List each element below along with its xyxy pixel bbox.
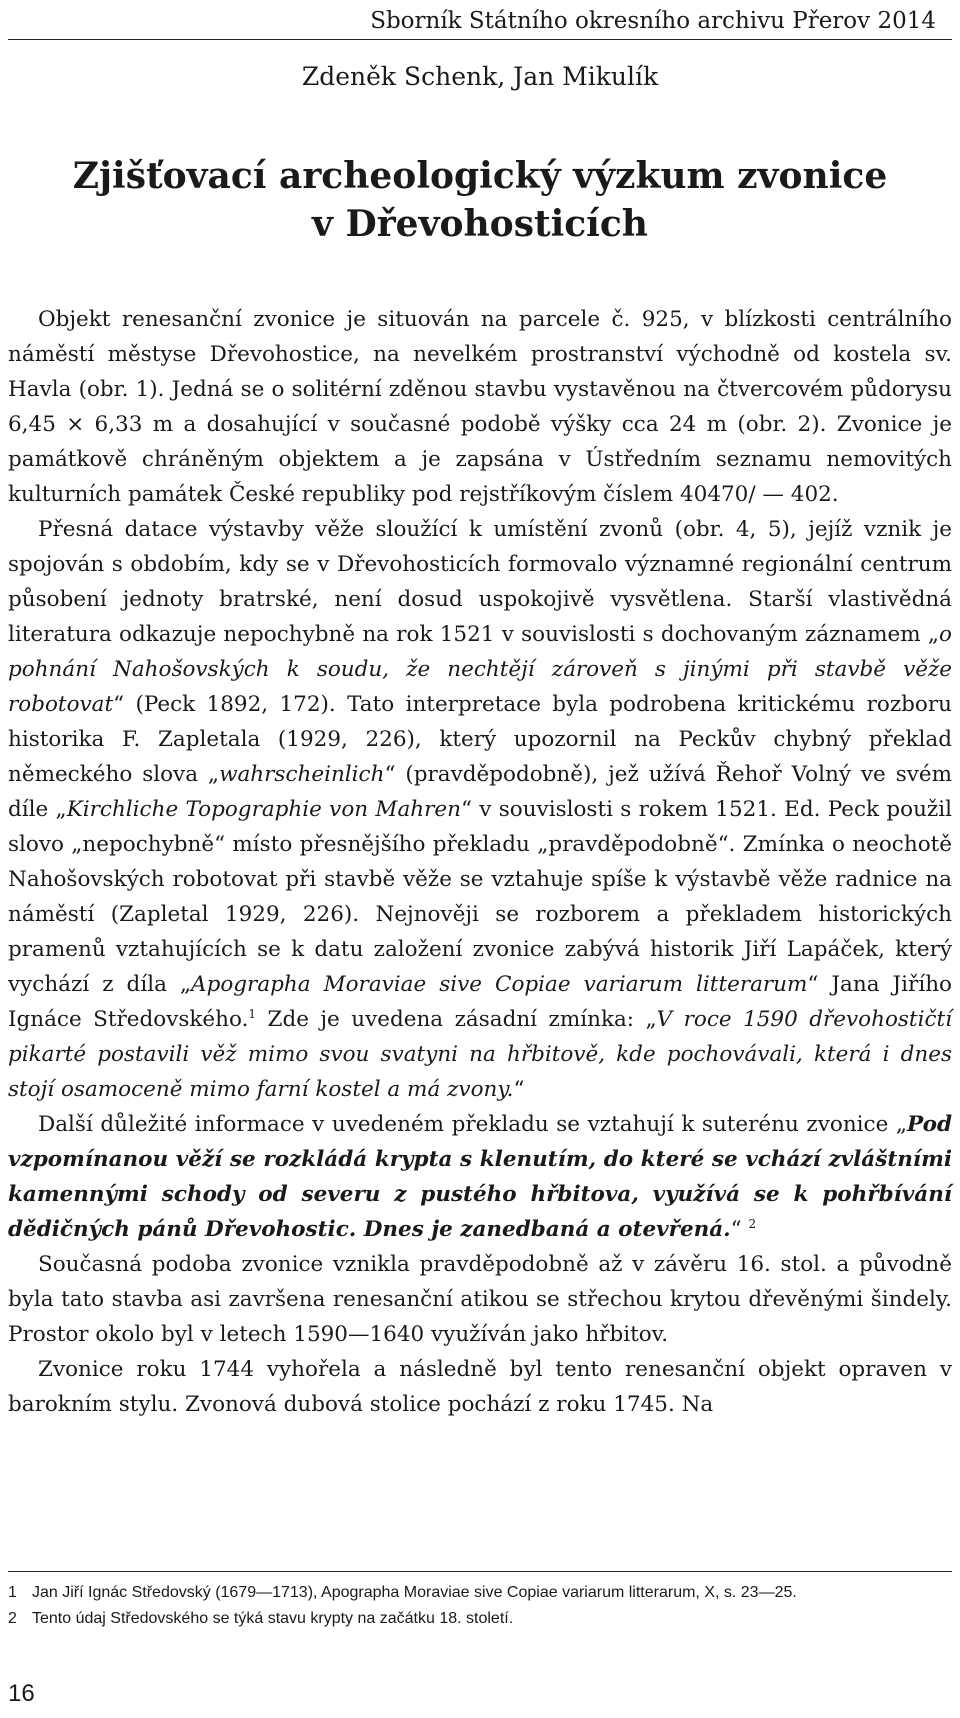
paragraph-5: Zvonice roku 1744 vyhořela a následně byl tento renesanční objekt opraven v barokním stylu. Zvonová dubová stolice pochází z roku 1745. Na (8, 1357, 952, 1417)
quote-1590: V roce 1590 dřevohostičtí pikarté postavili věž mimo svou svatyni na hřbitově, kde pochovávali, která i dnes stojí osamoceně mimo farní kostel a má zvony. (8, 1007, 952, 1102)
footnote-ref-2: 2 (748, 1216, 757, 1231)
running-head-text: Sborník Státního okresního archivu Přerov 2014 (370, 8, 936, 34)
work-title-kirchliche: Kirchliche Topographie von Mahren (66, 797, 461, 822)
footnote-number: 2 (8, 1610, 17, 1627)
footnote-rule (8, 1571, 952, 1572)
page-number: 16 (8, 1680, 35, 1707)
work-title-apographa: Apographa Moraviae sive Copiae variarum litterarum (191, 972, 808, 997)
footnote-2 (8, 1606, 952, 1632)
word-wahrscheinlich: wahrscheinlich (219, 762, 385, 787)
authors: Zdeněk Schenk, Jan Mikulík (301, 62, 659, 91)
quote-crypt: Pod vzpomínanou věží se rozkládá krypta s klenutím, do které se vchází zvláštními kamennými schody od severu z pustého hřbitova, využívá se k pohřbívání dědičných pánů Dřevohostic. Dnes je zanedbaná a otevřená. (8, 1112, 952, 1242)
paragraph-4: Současná podoba zvonice vznikla pravděpodobně až v závěru 16. stol. a původně byla tato stavba asi završena renesanční atikou se střechou krytou dřevěnými šindely. Prostor okolo byl v letech 1590—1640 využíván jako hřbitov. (8, 1252, 952, 1347)
quote-nahosov: o pohnání Nahošovských k soudu, že nechtějí zároveň s jinými při stavbě věže robotovat (8, 622, 952, 717)
footnote-text: Tento údaj Středovského se týká stavu krypty na začátku 18. století. (32, 1610, 514, 1627)
body-text (8, 302, 952, 1422)
paragraph-1: Objekt renesanční zvonice je situován na parcele č. 925, v blízkosti centrálního náměstí městyse Dřevohostice, na nevelkém prostranství východně od kostela sv. Havla (obr. 1). Jedná se o solitérní zděnou stavbu vystavěnou na čtvercovém půdorysu 6,45 × 6,33 m a dosahující v současné podobě výšky cca 24 m (obr. 2). Zvonice je památkově chráněným objektem a je zapsána v Ústředním seznamu nemovitých kulturních památek České republiky pod rejstříkovým číslem 40470/ — 402. (8, 307, 952, 507)
article-title (0, 152, 960, 248)
footnote-number: 1 (8, 1584, 17, 1601)
footnote-text: Jan Jiří Ignác Středovský (1679—1713), Apographa Moraviae sive Copiae variarum litterarum, X, s. 23—25. (32, 1584, 797, 1601)
paragraph-2: Přesná datace výstavby věže sloužící k umístění zvonů (obr. 4, 5), jejíž vznik je spojován s obdobím, kdy se v Dřevohosticích formovalo významné regionální centrum působení jednoty bratrské, není dosud uspokojivě vysvětlena. Starší vlastivědná literatura odkazuje nepochybně na rok 1521 v souvislosti s dochovaným záznamem „o pohnání Nahošovských k soudu, že nechtějí zároveň s jinými při stavbě věže robotovat“ (Peck 1892, 172). Tato interpretace byla podrobena kritickému rozboru historika F. Zapletala (1929, 226), který upozornil na Peckův chybný překlad německého slova „wahrscheinlich“ (pravděpodobně), jež užívá Řehoř Volný ve svém díle „Kirchliche Topographie von Mahren“ v souvislosti s rokem 1521. Ed. Peck použil slovo „nepochybně“ místo přesnějšího překladu „pravděpodobně“. Zmínka o neochotě Nahošovských robotovat při stavbě věže se vztahuje spíše k výstavbě věže radnice na náměstí (Zapletal 1929, 226). Nejnověji se rozborem a překladem historických pramenů vztahujících se k datu založení zvonice zabývá historik Jiří Lapáček, který vychází z díla „Apographa Moraviae sive Copiae variarum litterarum“ Jana Jiřího Ignáce Středovského.$^1$ Zde je uvedena zásadní zmínka: „V roce 1590 dřevohostičtí pikarté postavili věž mimo svou svatyni na hřbitově, kde pochovávali, která i dnes stojí osamoceně mimo farní kostel a má zvony.“ (8, 517, 953, 1102)
paragraph-3: Další důležité informace v uvedeném překladu se vztahují k suterénu zvonice „Pod vzpomínanou věží se rozkládá krypta s klenutím, do které se vchází zvláštními kamennými schody od severu z pustého hřbitova, využívá se k pohřbívání dědičných pánů Dřevohostic. Dnes je zanedbaná a otevřená.“ $^2$ (8, 1112, 952, 1242)
footnote-1 (8, 1580, 952, 1606)
footnotes (8, 1580, 952, 1632)
running-head (8, 8, 952, 40)
title-line-1: Zjišťovací archeologický výzkum zvonice (72, 155, 888, 197)
title-line-2: v Dřevohosticích (312, 203, 648, 245)
footnote-ref-1: 1 (248, 1006, 257, 1021)
